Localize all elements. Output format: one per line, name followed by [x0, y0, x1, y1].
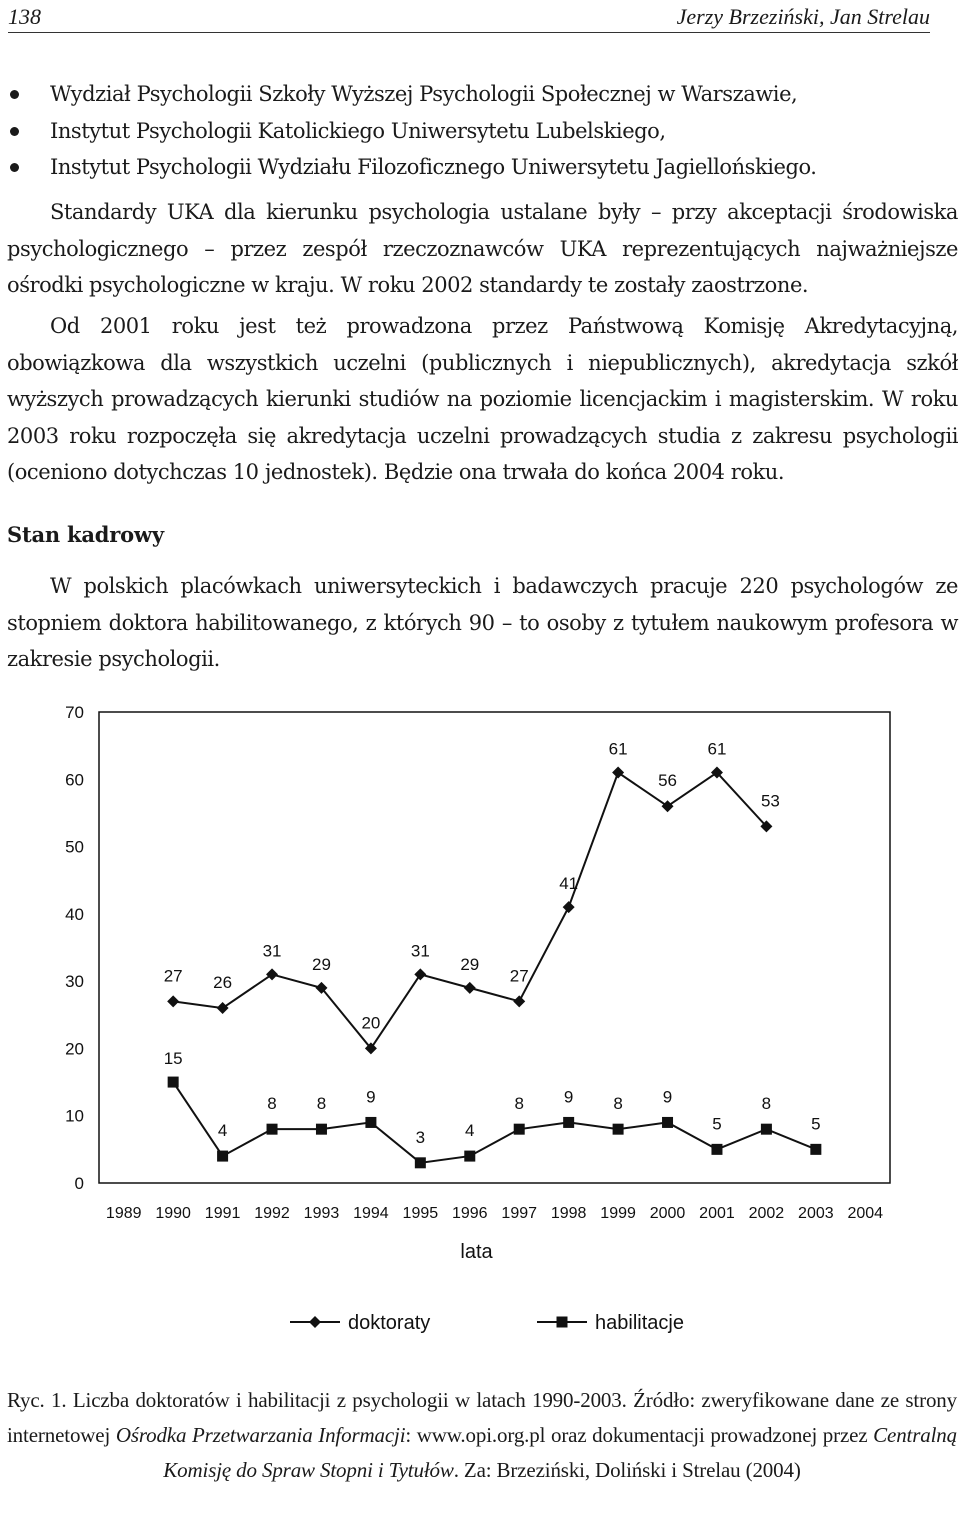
caption-committee-italic: Centralną Komisję do Spraw Stopni i Tytułów — [163, 1423, 957, 1482]
paragraph-pka-accreditation: Od 2001 roku jest też prowadzona przez Państwową Komisję Akredytacyjną, obowiązkowa dla wszystkich uczelni (publicznych i niepublicznych), akredytacja szkół wyższych prowadzących kierunki studiów na poziomie licencjackim i magisterskim. W roku 2003 roku rozpoczęła się akredytacja uczelni prowadzących studia z zakresu psychologii (oceniono dotychczas 10 jednostek). Będzie ona trwała do końca 2004 roku. — [7, 314, 958, 484]
institution-list — [7, 76, 958, 186]
data-label-doktoraty: 20 — [361, 1013, 381, 1033]
caption-text: Liczba doktoratów i habilitacji z psychologii w latach 1990-2003. Źródło: zweryfikowane dane ze strony internetowej — [7, 1388, 957, 1447]
data-label-habilitacje: 9 — [662, 1087, 673, 1107]
data-label-habilitacje: 9 — [563, 1087, 574, 1107]
x-tick-label: 1990 — [155, 1205, 191, 1222]
data-label-doktoraty: 31 — [410, 941, 430, 961]
data-point-habilitacje — [217, 1151, 228, 1162]
data-point-doktoraty — [662, 800, 674, 812]
y-tick-label: 70 — [65, 703, 84, 722]
y-tick-label: 40 — [65, 904, 84, 924]
legend-marker-habilitacje — [557, 1317, 568, 1328]
x-axis-label: lata — [460, 1241, 493, 1263]
data-label-habilitacje: 8 — [316, 1094, 327, 1114]
list-item: Wydział Psychologii Szkoły Wyższej Psychologii Społecznej w Warszawie, — [7, 76, 958, 113]
paragraph-uka-standards: Standardy UKA dla kierunku psychologia ustalane były – przy akceptacji środowiska psychologicznego – przez zespół rzeczoznawców UKA reprezentujących najważniejsze ośrodki psychologiczne w kraju. W roku 2002 standardy te zostały zaostrzone. — [7, 200, 958, 297]
data-point-doktoraty — [563, 901, 575, 913]
data-point-doktoraty — [513, 995, 525, 1007]
data-label-habilitacje: 5 — [712, 1114, 722, 1134]
data-point-habilitacje — [267, 1124, 278, 1135]
data-point-habilitacje — [613, 1124, 624, 1135]
data-point-habilitacje — [711, 1144, 722, 1155]
x-tick-label: 1991 — [204, 1205, 241, 1222]
x-tick-label: 2003 — [798, 1205, 834, 1222]
series-line-doktoraty — [173, 773, 766, 1049]
data-point-habilitacje — [168, 1077, 179, 1088]
data-label-habilitacje: 4 — [465, 1121, 475, 1141]
caption-label: Ryc. 1. — [7, 1388, 67, 1412]
legend-label-habilitacje: habilitacje — [595, 1312, 684, 1334]
y-tick-label: 60 — [65, 770, 84, 790]
data-point-doktoraty — [414, 968, 426, 980]
data-point-habilitacje — [316, 1124, 327, 1135]
data-label-habilitacje: 8 — [761, 1094, 772, 1114]
data-label-habilitacje: 8 — [514, 1094, 524, 1114]
x-tick-label: 1989 — [105, 1205, 142, 1222]
paragraph-staff: W polskich placówkach uniwersyteckich i badawczych pracuje 220 psychologów ze stopniem doktora habilitowanego, z których 90 – to osoby z tytułem naukowym profesora w zakresie psychologii. — [7, 574, 958, 671]
data-point-habilitacje — [365, 1117, 376, 1128]
data-point-habilitacje — [514, 1124, 525, 1135]
y-tick-label: 50 — [65, 837, 84, 857]
running-header-authors: Jerzy Brzeziński, Jan Strelau — [676, 4, 930, 29]
running-header — [8, 2, 930, 33]
data-label-doktoraty: 53 — [760, 791, 780, 811]
x-tick-label: 2001 — [699, 1205, 735, 1222]
x-tick-label: 1996 — [451, 1205, 488, 1222]
data-point-habilitacje — [810, 1144, 821, 1155]
y-tick-label: 30 — [65, 972, 84, 992]
data-label-doktoraty: 56 — [658, 771, 677, 791]
data-label-doktoraty: 29 — [312, 954, 331, 974]
data-label-habilitacje: 8 — [267, 1094, 277, 1114]
data-label-habilitacje: 15 — [163, 1049, 183, 1069]
x-tick-label: 1992 — [254, 1205, 290, 1222]
x-tick-label: 1995 — [402, 1205, 439, 1222]
y-tick-label: 0 — [74, 1174, 84, 1193]
data-label-doktoraty: 31 — [262, 941, 282, 961]
figure-chart — [0, 690, 960, 1350]
y-tick-label: 10 — [65, 1106, 84, 1126]
data-point-doktoraty — [266, 968, 278, 980]
caption-text: : www.opi.org.pl oraz dokumentacji prowadzonej przez — [405, 1423, 868, 1447]
data-label-doktoraty: 27 — [509, 966, 529, 986]
data-point-habilitacje — [464, 1151, 475, 1162]
data-label-doktoraty: 61 — [707, 739, 727, 759]
legend-label-doktoraty: doktoraty — [348, 1312, 431, 1334]
page-number: 138 — [8, 4, 41, 29]
data-label-habilitacje: 4 — [217, 1121, 228, 1141]
data-label-doktoraty: 41 — [559, 874, 579, 894]
data-point-habilitacje — [662, 1117, 673, 1128]
plot-area-frame — [99, 712, 890, 1183]
figure-caption — [7, 1383, 957, 1488]
x-tick-label: 1997 — [501, 1205, 538, 1222]
caption-source-italic: Ośrodka Przetwarzania Informacji — [115, 1423, 406, 1447]
data-point-doktoraty — [167, 995, 179, 1007]
x-tick-label: 1998 — [550, 1205, 587, 1222]
data-label-habilitacje: 8 — [613, 1094, 623, 1114]
y-tick-label: 20 — [65, 1039, 84, 1059]
caption-text: . Za: Brzeziński, Doliński i Strelau (2004) — [453, 1458, 801, 1482]
line-chart — [0, 690, 960, 1350]
data-point-doktoraty — [464, 982, 476, 994]
data-point-habilitacje — [761, 1124, 772, 1135]
data-point-habilitacje — [563, 1117, 574, 1128]
list-item: Instytut Psychologii Katolickiego Uniwersytetu Lubelskiego, — [7, 113, 958, 150]
data-point-doktoraty — [217, 1002, 229, 1014]
x-tick-label: 1993 — [303, 1205, 340, 1222]
data-label-doktoraty: 29 — [460, 954, 480, 974]
data-label-doktoraty: 27 — [163, 966, 183, 986]
data-point-doktoraty — [612, 767, 624, 779]
data-label-habilitacje: 5 — [811, 1114, 821, 1134]
list-item: Instytut Psychologii Wydziału Filozoficznego Uniwersytetu Jagiellońskiego. — [7, 149, 958, 186]
data-label-doktoraty: 26 — [213, 973, 233, 993]
section-heading: Stan kadrowy — [7, 522, 164, 547]
data-label-doktoraty: 61 — [608, 739, 628, 759]
data-label-habilitacje: 9 — [366, 1087, 376, 1107]
x-tick-label: 2000 — [649, 1205, 686, 1222]
data-point-habilitacje — [415, 1157, 426, 1168]
data-label-habilitacje: 3 — [415, 1127, 426, 1147]
legend-marker-doktoraty — [309, 1316, 321, 1328]
x-tick-label: 1994 — [353, 1205, 389, 1222]
x-tick-label: 1999 — [600, 1205, 636, 1222]
x-tick-label: 2004 — [847, 1205, 884, 1222]
x-tick-label: 2002 — [748, 1205, 785, 1222]
